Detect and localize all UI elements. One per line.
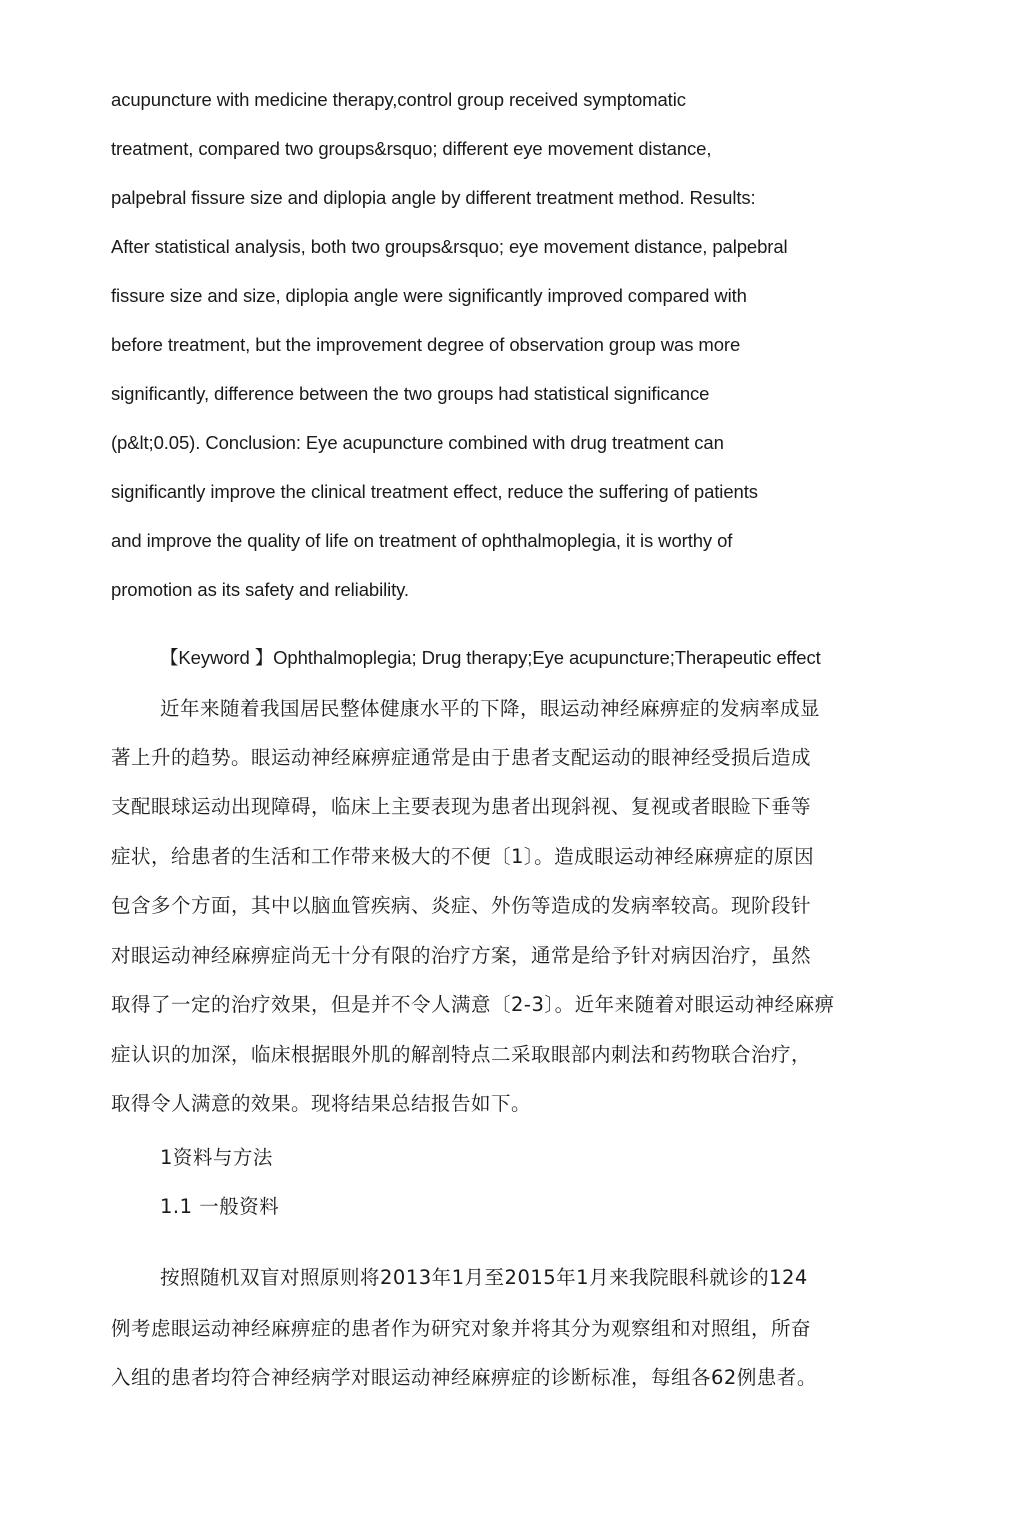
intro-line: 取得令人满意的效果。现将结果总结报告如下。 xyxy=(111,1092,532,1115)
abstract-line: (p&lt;0.05). Conclusion: Eye acupuncture combined with drug treatment can xyxy=(111,432,724,453)
intro-line: 对眼运动神经麻痹症尚无十分有限的治疗方案，通常是给予针对病因治疗，虽然 xyxy=(111,944,812,967)
section-subheading: 1.1 一般资料 xyxy=(160,1195,280,1218)
abstract-line: and improve the quality of life on treatment of ophthalmoplegia, it is worthy of xyxy=(111,530,733,551)
abstract-line: fissure size and size, diplopia angle were significantly improved compared with xyxy=(111,285,747,306)
abstract-line: significantly improve the clinical treatment effect, reduce the suffering of patients xyxy=(111,481,758,502)
intro-line: 症认识的加深，临床根据眼外肌的解剖特点二采取眼部内刺法和药物联合治疗， xyxy=(111,1043,812,1066)
abstract-line: acupuncture with medicine therapy,control group received symptomatic xyxy=(111,89,686,110)
abstract-line: After statistical analysis, both two groups&rsquo; eye movement distance, palpebral xyxy=(111,236,788,257)
intro-line: 取得了一定的治疗效果，但是并不令人满意〔2-3〕。近年来随着对眼运动神经麻痹 xyxy=(111,993,835,1016)
section-heading: 1资料与方法 xyxy=(160,1146,273,1169)
intro-line: 近年来随着我国居民整体健康水平的下降，眼运动神经麻痹症的发病率成显 xyxy=(160,697,821,720)
abstract-line: promotion as its safety and reliability. xyxy=(111,579,409,600)
intro-line: 著上升的趋势。眼运动神经麻痹症通常是由于患者支配运动的眼神经受损后造成 xyxy=(111,746,812,769)
section-line: 按照随机双盲对照原则将2013年1月至2015年1月来我院眼科就诊的124 xyxy=(160,1266,808,1289)
abstract-line: significantly, difference between the two groups had statistical significance xyxy=(111,383,710,404)
abstract-line: palpebral fissure size and diplopia angle by different treatment method. Results: xyxy=(111,187,756,208)
section-line: 例考虑眼运动神经麻痹症的患者作为研究对象并将其分为观察组和对照组，所奋 xyxy=(111,1317,812,1340)
intro-line: 症状，给患者的生活和工作带来极大的不便〔1〕。造成眼运动神经麻痹症的原因 xyxy=(111,845,815,868)
intro-line: 支配眼球运动出现障碍，临床上主要表现为患者出现斜视、复视或者眼睑下垂等 xyxy=(111,795,812,818)
keywords-line: 【Keyword 】Ophthalmoplegia; Drug therapy;Eye acupuncture;Therapeutic effect xyxy=(160,647,821,668)
section-line: 入组的患者均符合神经病学对眼运动神经麻痹症的诊断标准，每组各62例患者。 xyxy=(111,1366,817,1389)
abstract-line: treatment, compared two groups&rsquo; different eye movement distance, xyxy=(111,138,712,159)
intro-line: 包含多个方面，其中以脑血管疾病、炎症、外伤等造成的发病率较高。现阶段针 xyxy=(111,894,812,917)
abstract-line: before treatment, but the improvement degree of observation group was more xyxy=(111,334,741,355)
